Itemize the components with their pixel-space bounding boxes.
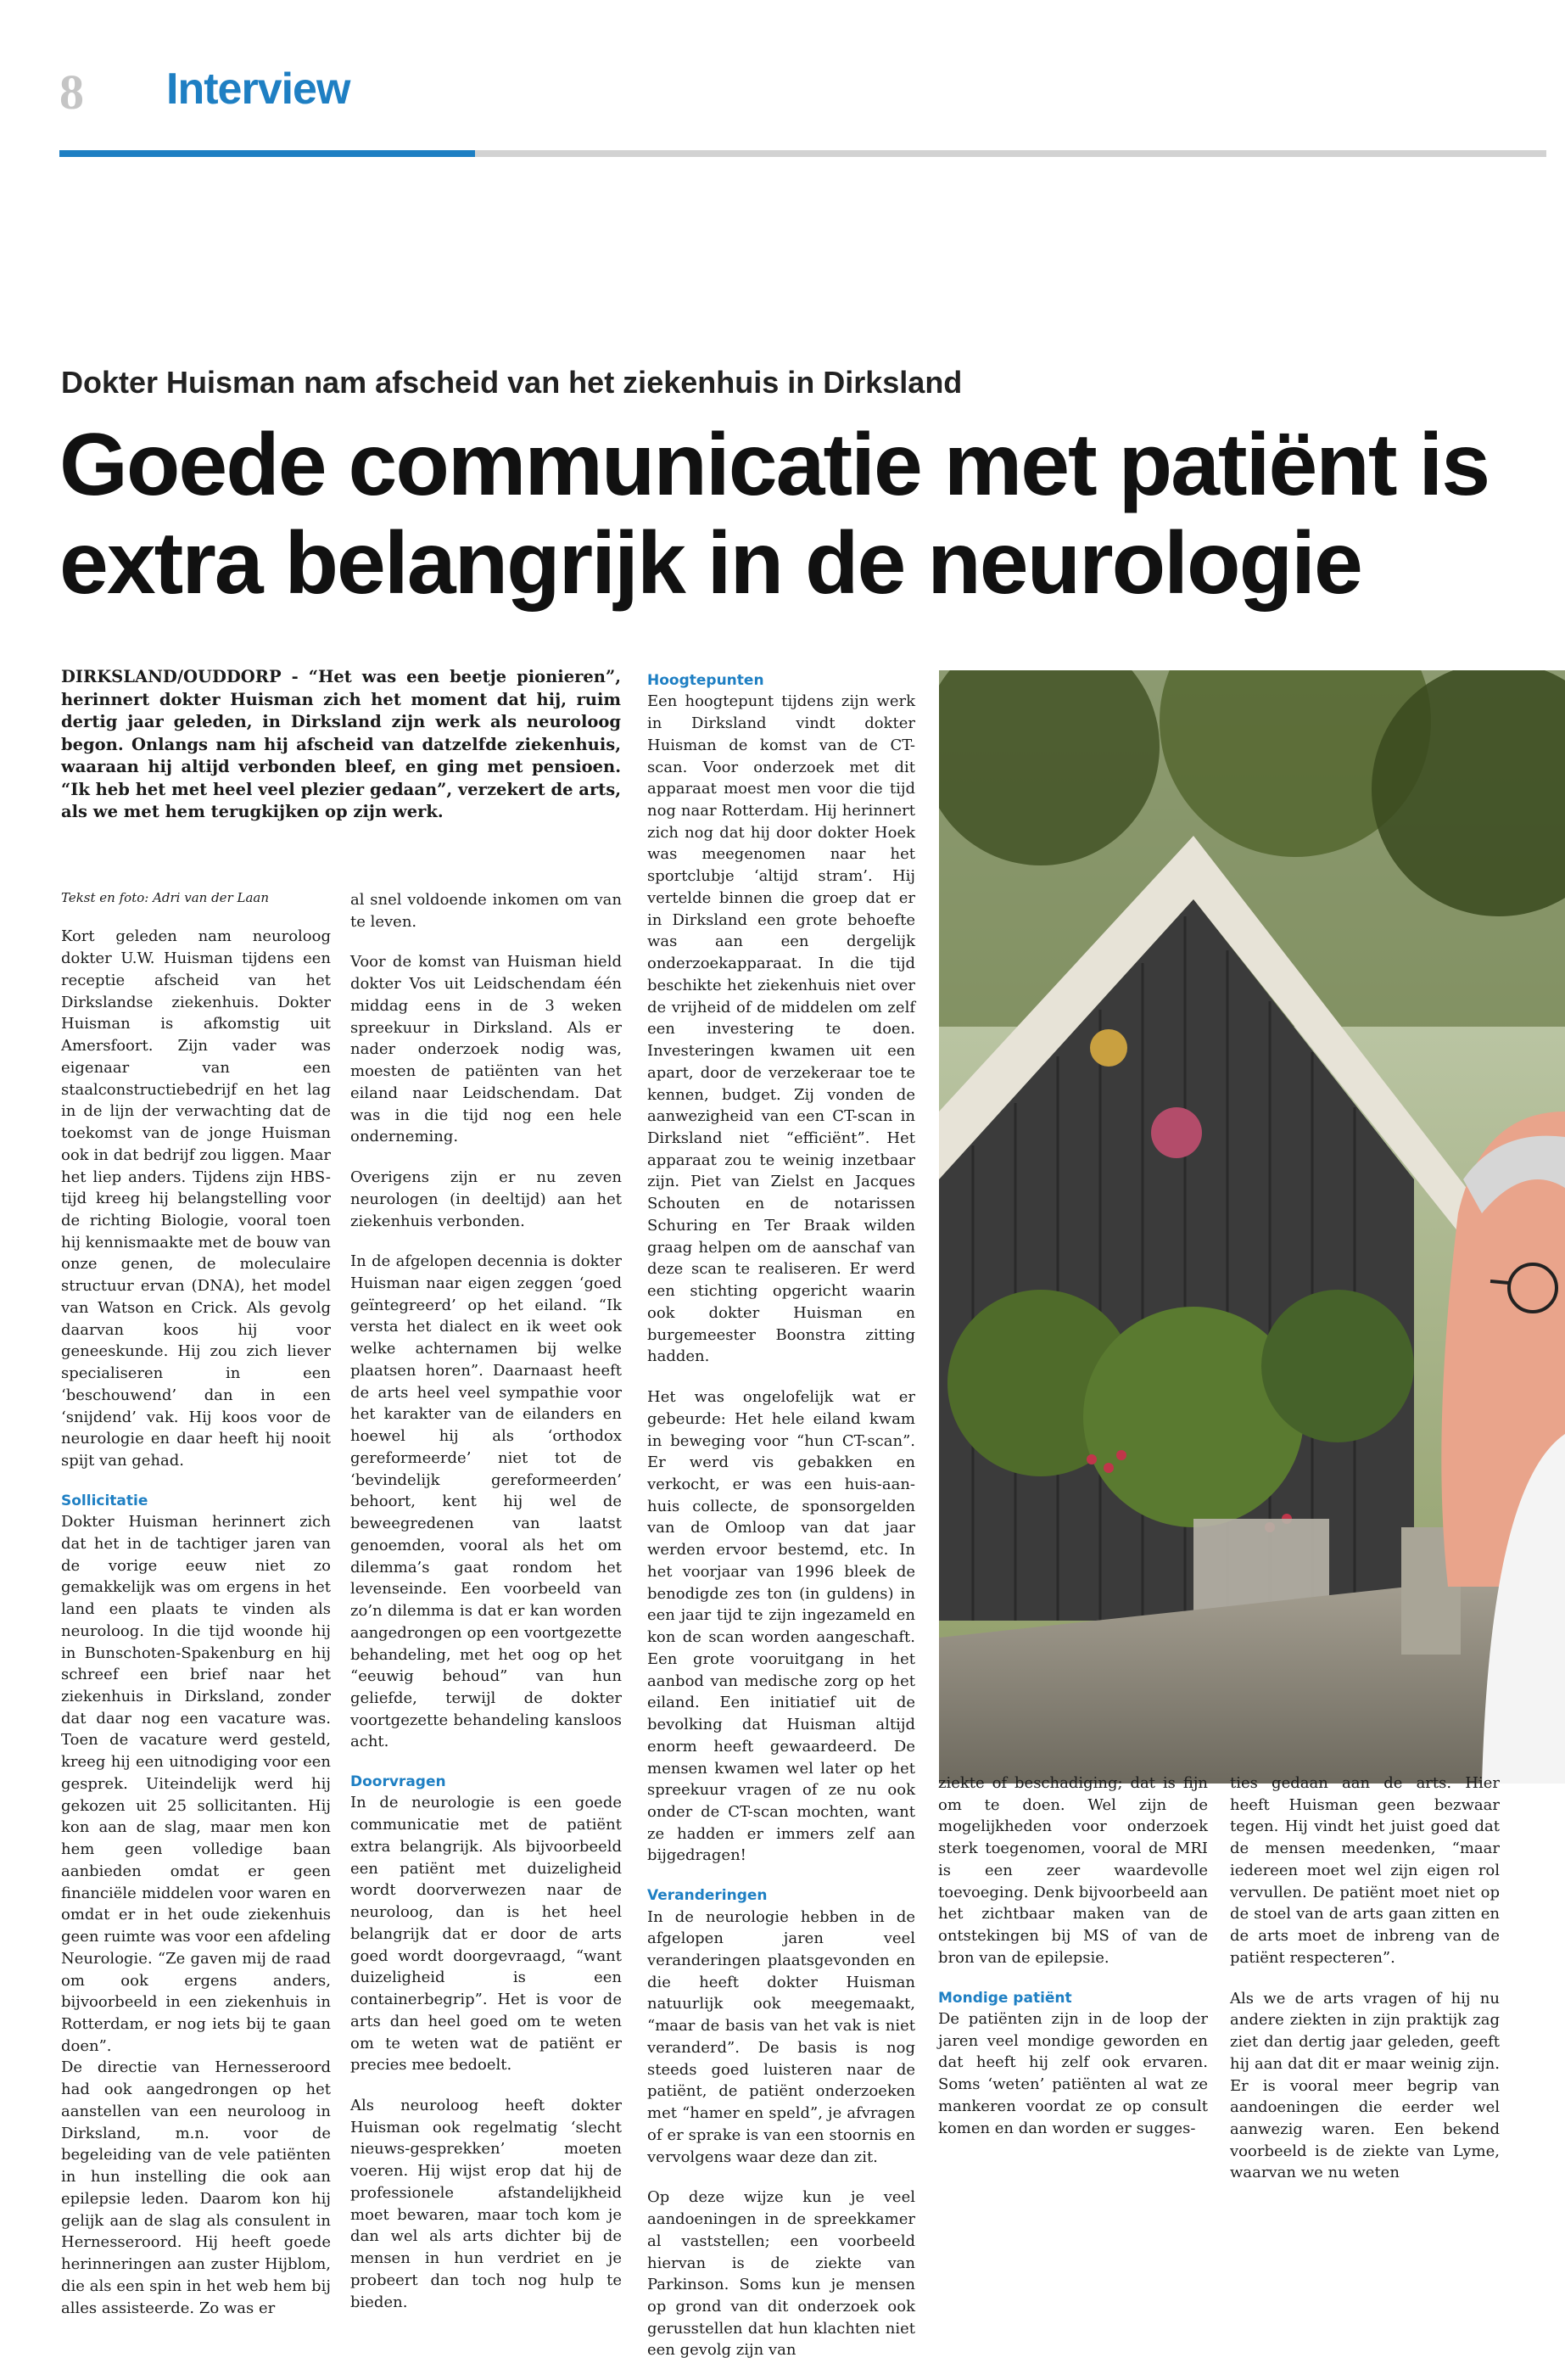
paragraph: In de neurologie is een goede communicatie met de patiënt extra belangrijk. Als bijvoorbeeld een patiënt met duizeligheid wordt doorverwezen naar de neuroloog, dan is het heel belangrijk dat er door de arts goed wordt doorgevraagd, “want duizeligheid is een containerbegrip”. Het is voor de arts dan heel goed om te weten om te weten wat de patiënt er precies mee bedoelt. [350, 1794, 622, 2075]
paragraph: al snel voldoende inkomen om van te leven. [350, 891, 622, 931]
section-title: Interview [166, 64, 350, 114]
paragraph: De patiënten zijn in de loop der jaren veel mondige geworden en dat heeft hij zelf ook ervaren. Soms ‘weten’ patiënten al wat ze mankeren voordat ze op consult komen en dan worden er sugges- [938, 2009, 1208, 2137]
header-rule-accent [59, 150, 475, 157]
text-column-4 [938, 1772, 1208, 2158]
photo-illustration [939, 670, 1565, 1784]
article-kicker: Dokter Huisman nam afscheid van het ziekenhuis in Dirksland [61, 365, 963, 400]
paragraph: ties gedaan aan de arts. Hier heeft Huisman geen bezwaar tegen. Hij vindt het juist goed dat de mensen meedenken, “maar iedereen moet wel zijn eigen rol vervullen. De patiënt moet niet op de stoel van de arts gaan zitten en de arts moet de inbreng van de patiënt respecteren”. [1230, 1774, 1500, 1967]
paragraph: ziekte of beschadiging; dat is fijn om te doen. Wel zijn de mogelijkheden voor onderzoek sterk toegenomen, vooral de MRI is een zeer waardevolle toevoeging. Denk bijvoorbeeld aan het zichtbaar maken van de ontstekingen bij MS of van de bron van de epilepsie. [938, 1774, 1208, 1967]
subheading-doorvragen: Doorvragen [350, 1773, 446, 1791]
paragraph: Voor de komst van Huisman hield dokter Vos uit Leidschendam één middag eens in de 3 weken spreekuur in Dirksland. Als er nader onderzoek nodig was, moesten de patiënten van het eiland naar Leidschendam. Dat was in die tijd nog een hele onderneming. [350, 953, 622, 1146]
paragraph: Een hoogtepunt tijdens zijn werk in Dirksland vindt dokter Huisman de komst van de CT-scan. Voor onderzoek met dit apparaat moest men voor die tijd nog naar Rotterdam. Hij herinnert zich nog dat hij door dokter Hoek was meegenomen naar het sportclubje ‘altijd stram’. Hij vertelde binnen die groep dat er in Dirksland een grote behoefte was aan een dergelijk onderzoekapparaat. In die tijd beschikte het ziekenhuis niet over de vrijheid of de middelen om zelf een investering te doen. Investeringen kwamen uit een apart, door de verzekeraar toe te kennen, budget. Zij vonden de aanwezigheid van een CT-scan in Dirksland niet “efficiënt”. Het apparaat zou te weinig inzetbaar zijn. Piet van Zielst en Jacques Schouten en de notarissen Schuring en Ter Braak wilden graag helpen om de aanschaf van deze scan te realiseren. Er werd een stichting opgericht waarin ook dokter Huisman en burgemeester Boonstra zitting hadden. [647, 692, 915, 1366]
article-intro: DIRKSLAND/OUDDORP - “Het was een beetje pionieren”, herinnert dokter Huisman zich het moment dat hij, ruim dertig jaar geleden, in Dirksland zijn werk als neuroloog begon. Onlangs nam hij afscheid van datzelfde ziekenhuis, waaraan hij altijd verbonden bleef, en ging met pensioen. “Ik heb het met heel veel plezier gedaan”, verzekert de arts, als we met hem terugkijken op zijn werk. [61, 667, 621, 822]
photo-credit: Tekst en foto: Adri van der Laan [61, 890, 270, 905]
text-column-1 [61, 889, 331, 2338]
paragraph: Als we de arts vragen of hij nu andere ziekten in zijn praktijk zag ziet dan dertig jaar geleden, geeft hij aan dat dit er maar weinig zijn. Er is vooral meer begrip van aandoeningen die eerder wel aanwezig waren. Een bekend voorbeeld is de ziekte van Lyme, waarvan we nu weten [1230, 1989, 1500, 2182]
paragraph: Dokter Huisman herinnert zich dat het in de tachtiger jaren van de vorige eeuw niet zo gemakkelijk was om ergens in het land een plaats te vinden als neuroloog. In die tijd woonde hij in Bunschoten-Spakenburg en hij schreef een brief naar het ziekenhuis in Dirksland, zonder dat daar nog een vacature was. Toen de vacature werd gesteld, kreeg hij een uitnodiging voor een gesprek. Uiteindelijk werd hij gekozen uit 25 sollicitanten. Hij kon aan de slag, maar men kon hem geen volledige baan aanbieden omdat er geen financiële middelen voor waren en omdat er in het oude ziekenhuis geen ruimte was voor een afdeling Neurologie. “Ze gaven mij de raad om ook ergens anders, bijvoorbeeld in een ziekenhuis in Rotterdam, er nog iets bij te gaan doen”. [61, 1513, 331, 2055]
paragraph: Overigens zijn er nu zeven neurologen (in deeltijd) aan het ziekenhuis verbonden. [350, 1168, 622, 1230]
paragraph: De directie van Hernesseroord had ook aangedrongen op het aanstellen van een neuroloog in Dirksland, m.n. voor de begeleiding van de vele patiënten in hun instelling die ook aan epilepsie leden. Daarom kon hij gelijk aan de slag als consulent in Hernesseroord. Hij heeft goede herinneringen aan zuster Hijblom, die als een spin in het web hem bij alles assisteerde. Zo was er [61, 2058, 331, 2317]
text-column-2 [350, 889, 622, 2332]
page-number: 8 [59, 64, 84, 120]
subheading-sollicitatie: Sollicitatie [61, 1492, 148, 1509]
subheading-hoogtepunten: Hoogtepunten [647, 672, 764, 689]
article-headline: Goede communicatie met patiënt is extra belangrijk in de neurologie [59, 416, 1490, 613]
paragraph: In de afgelopen decennia is dokter Huisman naar eigen zeggen ‘goed geïntegreerd’ op het eiland. “Ik versta het dialect en ik weet ook welke achternamen bij welke plaatsen horen”. Daarnaast heeft de arts heel veel sympathie voor het karakter van de eilanders en hoewel hij als ‘orthodox gereformeerde’ niet tot de ‘bevindelijk gereformeerden’ behoort, kent hij wel de beweegredenen van laatst genoemden, vooral als het om dilemma’s gaat rondom het levenseinde. Een voorbeeld van zo’n dilemma is dat er kan worden aangedrongen op een voortgezette behandeling, met het oog op het “eeuwig behoud” van hun geliefde, terwijl de dokter voortgezette behandeling kansloos acht. [350, 1252, 622, 1751]
paragraph: Als neuroloog heeft dokter Huisman ook regelmatig ‘slecht nieuws-gesprekken’ moeten voeren. Hij wijst erop dat hij de professionele afstandelijkheid moet bewaren, maar toch kom je dan wel als arts dichter bij de mensen in hun verdriet en je probeert dan toch nog hulp te bieden. [350, 2097, 622, 2311]
paragraph: In de neurologie hebben in de afgelopen jaren veel veranderingen plaatsgevonden en die heeft dokter Huisman natuurlijk ook meegemaakt, “maar de basis van het vak is niet veranderd”. De basis is nog steeds goed luisteren naar de patiënt, de patiënt onderzoeken met “hamer en speld”, je afvragen of er sprake is van een stoornis en vervolgens waar deze dan zit. [647, 1907, 915, 2166]
paragraph: Kort geleden nam neuroloog dokter U.W. Huisman tijdens een receptie afscheid van het Dirkslandse ziekenhuis. Dokter Huisman is afkomstig uit Amersfoort. Zijn vader was eigenaar van een staalconstructiebedrijf en het lag in de lijn der verwachting dat de toekomst van de jonge Huisman ook in dat bedrijf zou liggen. Maar het liep anders. Tijdens zijn HBS-tijd kreeg hij belangstelling voor de richting Biologie, vooral toen hij kennismaakte met de bouw van onze genen, de moleculaire structuur ervan (DNA), het model van Watson en Crick. Als gevolg daarvan koos hij voor geneeskunde. Hij zou zich liever specialiseren in een ‘beschouwend’ dan in een ‘snijdend’ vak. Hij koos voor de neurologie en daar heeft hij nooit spijt van gehad. [61, 927, 331, 1470]
paragraph: Het was ongelofelijk wat er gebeurde: Het hele eiland kwam in beweging voor “hun CT-scan”. Er werd vis gebakken en verkocht, er was een huis-aan-huis collecte, de sponsorgelden van de Omloop van dat jaar werden ervoor bestemd, etc. In het voorjaar van 1996 bleek de benodigde zes ton (in guldens) in een jaar tijd te zijn ingezameld en kon de scan worden aangeschaft. Een grote vooruitgang in het aanbod van medische zorg op het eiland. Een initiatief uit de bevolking dat Huisman altijd enorm heeft gewaardeerd. De mensen kwamen wel later op het spreekuur vragen of ze nu ook onder de CT-scan mochten, want ze hadden er immers zelf aan bijgedragen! [647, 1388, 915, 1865]
article-photo [939, 670, 1565, 1784]
text-column-5 [1230, 1772, 1500, 2203]
subheading-mondige-patient: Mondige patiënt [938, 1989, 1072, 2007]
paragraph: Op deze wijze kun je veel aandoeningen in de spreekkamer al vaststellen; een voorbeeld hiervan is de ziekte van Parkinson. Soms kun je mensen op grond van dit onderzoek ook gerusstellen dat hun klachten niet een gevolg zijn van [647, 2188, 915, 2360]
text-column-3 [647, 670, 915, 2380]
subheading-veranderingen: Veranderingen [647, 1887, 768, 1905]
